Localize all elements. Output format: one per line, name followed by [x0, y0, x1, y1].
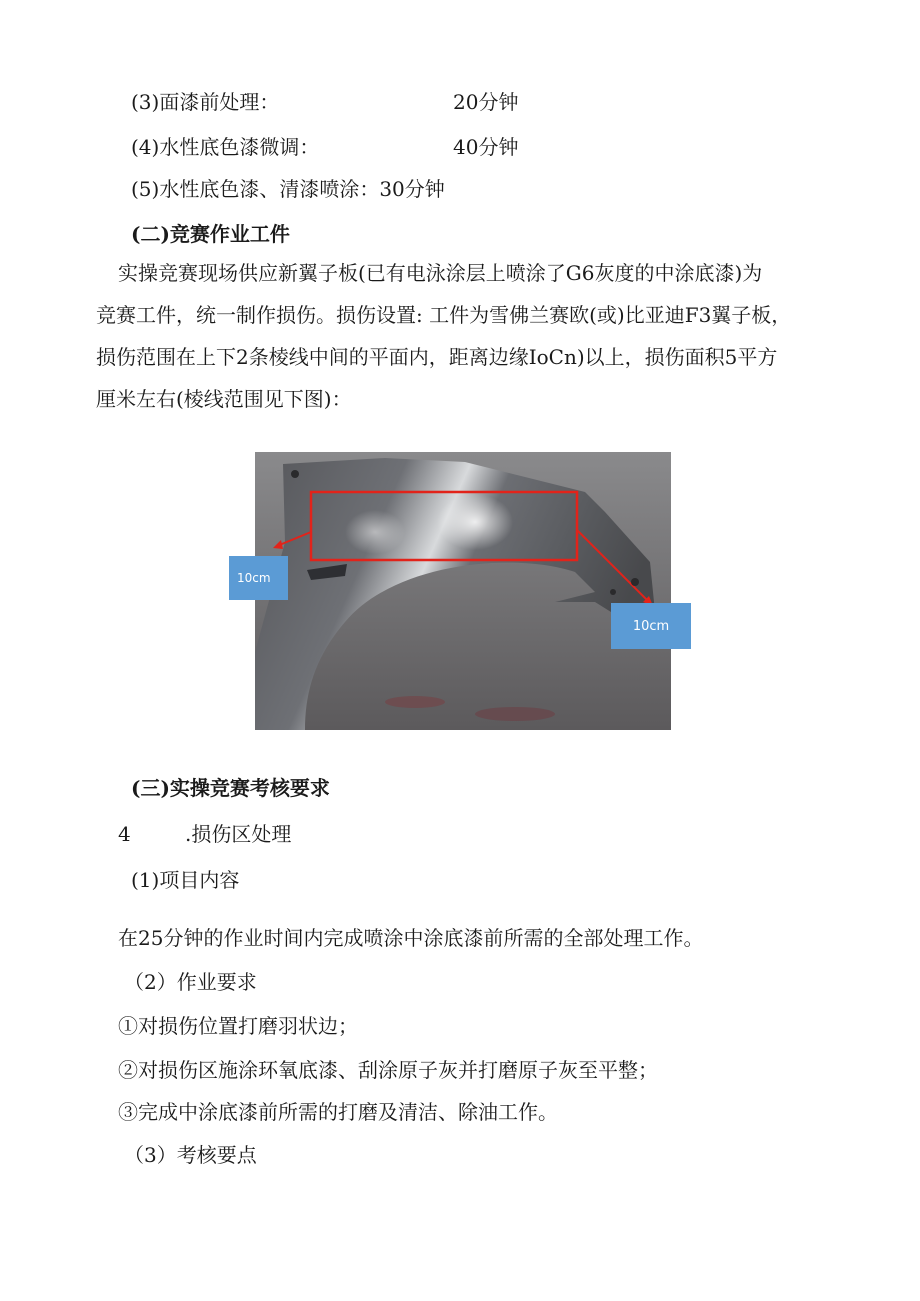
- floor-stain: [385, 696, 445, 708]
- schedule-item-4-time: 40分钟: [453, 135, 519, 159]
- fender-illustration: [255, 452, 671, 730]
- fender-photo: [255, 452, 671, 730]
- requirement-2: ②对损伤区施涂环氧底漆、刮涂原子灰并打磨原子灰至平整；: [118, 1058, 658, 1082]
- requirement-1: ①对损伤位置打磨羽状边；: [118, 1014, 358, 1038]
- sub-heading-3: （3）考核要点: [124, 1143, 257, 1167]
- schedule-item-3-label: (3)面漆前处理：: [131, 90, 280, 114]
- paragraph-line: 厘米左右(棱线范围见下图)：: [96, 387, 352, 411]
- schedule-item-4-label: (4)水性底色漆微调：: [131, 135, 320, 159]
- paragraph-line: 竞赛工件，统一制作损伤。损伤设置: 工件为雪佛兰赛欧(或)比亚迪F3翼子板，: [96, 303, 792, 327]
- section-2-heading: (二)竞赛作业工件: [131, 222, 290, 246]
- item-title: .损伤区处理: [185, 822, 292, 846]
- mount-hole: [631, 578, 639, 586]
- mount-hole: [610, 589, 616, 595]
- floor-stain: [475, 707, 555, 721]
- requirement-3: ③完成中涂底漆前所需的打磨及清洁、除油工作。: [118, 1100, 558, 1124]
- glare: [345, 510, 405, 554]
- section-2-paragraph: [96, 252, 856, 420]
- mount-hole: [291, 470, 299, 478]
- paragraph-line: 损伤范围在上下2条棱线中间的平面内，距离边缘IoCn)以上，损伤面积5平方: [96, 345, 778, 369]
- paragraph-line: 实操竞赛现场供应新翼子板(已有电泳涂层上喷涂了G6灰度的中涂底漆)为: [118, 261, 763, 285]
- schedule-item-3-time: 20分钟: [453, 90, 519, 114]
- sub-heading-1: (1)项目内容: [131, 868, 240, 892]
- glare: [437, 494, 513, 550]
- callout-left-10cm: 10cm: [229, 556, 288, 600]
- schedule-item-5-label: (5)水性底色漆、清漆喷涂：30分钟: [131, 177, 445, 201]
- sub-heading-2: （2）作业要求: [124, 970, 257, 994]
- callout-right-10cm: 10cm: [611, 603, 691, 649]
- section-3-heading: (三)实操竞赛考核要求: [131, 776, 330, 800]
- item-number: 4: [118, 822, 131, 846]
- content-text: 在25分钟的作业时间内完成喷涂中涂底漆前所需的全部处理工作。: [118, 926, 704, 950]
